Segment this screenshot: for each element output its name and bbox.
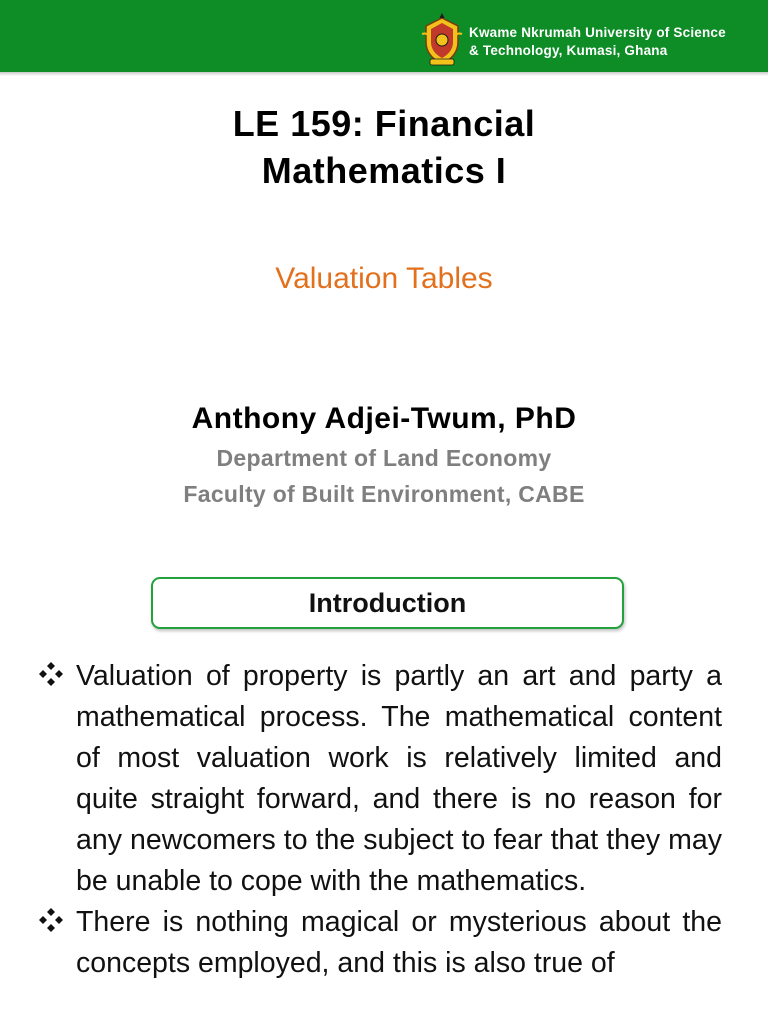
university-crest-icon — [420, 12, 464, 68]
bullet-text: There is nothing magical or mysterious about the concepts employed, and this is also true of — [76, 906, 722, 979]
slide-subtitle: Valuation Tables — [275, 262, 493, 295]
section-heading-box — [151, 577, 624, 629]
diamond-bullet-icon — [38, 661, 64, 687]
department-name: Department of Land Economy — [216, 445, 552, 471]
bullet-list — [38, 656, 722, 1024]
bullet-text: Valuation of property is partly an art and party a mathematical process. The mathematical content of most valuation work is relatively limited and quite straight forward, and there is no reason for any newcomers to the subject to fear that they may be unable to cope with the mathematics. — [76, 660, 722, 897]
university-name: Kwame Nkrumah University of Science & Technology, Kumasi, Ghana — [469, 25, 726, 58]
section-heading: Introduction — [308, 588, 467, 618]
bullet-item — [38, 902, 722, 984]
course-title-line-2: Mathematics I — [261, 150, 507, 191]
header-shadow — [0, 72, 768, 76]
author-name: Anthony Adjei-Twum, PhD — [191, 402, 577, 435]
course-title-line-1: LE 159: Financial — [232, 103, 536, 144]
faculty-name: Faculty of Built Environment, CABE — [183, 481, 585, 507]
diamond-bullet-icon — [38, 907, 64, 933]
course-title — [0, 100, 768, 194]
bullet-item — [38, 656, 722, 902]
